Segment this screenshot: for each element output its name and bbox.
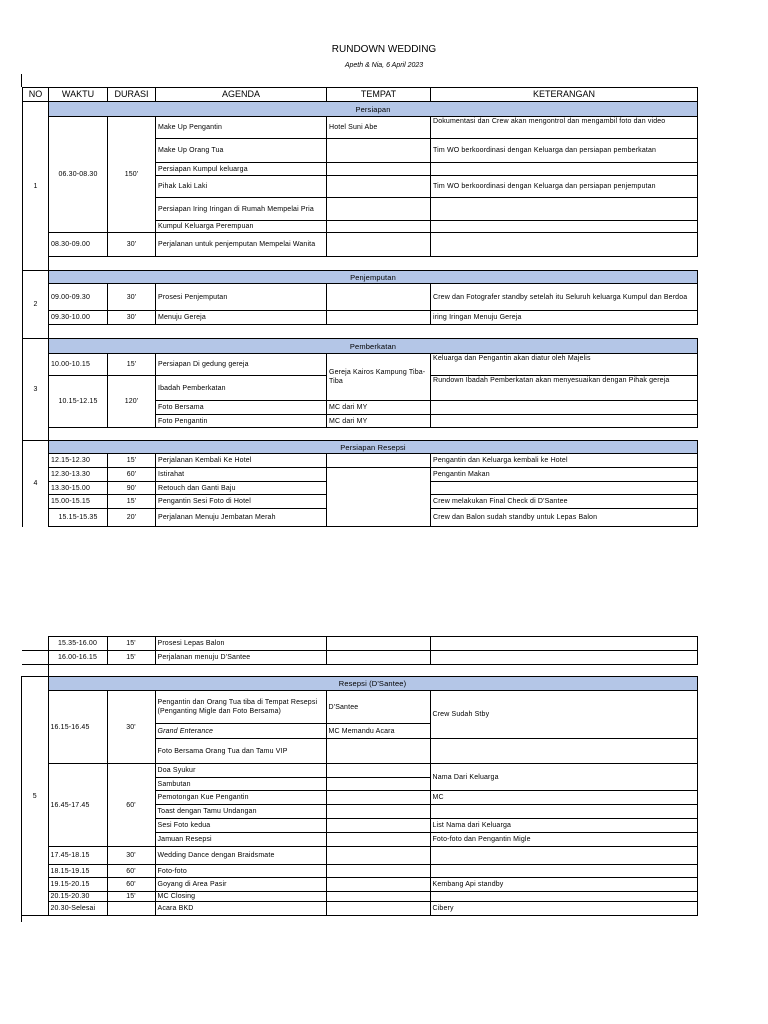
keterangan-cell [431,221,698,233]
durasi-cell: 120' [108,376,156,428]
tempat-cell [326,878,430,892]
keterangan-cell: Foto-foto dan Pengantin Migle [430,833,697,847]
section-title: Pemberkatan [49,339,698,354]
table-row [22,902,697,916]
keterangan-cell: Tim WO berkoordinasi dengan Keluarga dan persiapan penjemputan [431,176,698,198]
agenda-cell: Acara BKD [155,902,326,916]
keterangan-cell [431,163,698,176]
table-row [23,454,698,468]
agenda-cell: MC Closing [155,892,326,902]
keterangan-cell [431,198,698,221]
waktu-cell: 16.45-17.45 [48,764,107,847]
waktu-cell: 16.15-16.45 [48,691,107,764]
agenda-cell: Sesi Foto kedua [155,819,326,833]
table-row [23,117,698,139]
tempat-cell [326,791,430,805]
agenda-cell: Foto-foto [155,865,326,878]
tempat-cell: MC dari MY [327,401,431,415]
tempat-cell: MC dari MY [327,415,431,428]
tempat-cell [327,233,431,257]
durasi-cell: 20' [108,509,156,527]
table-row [22,847,697,865]
table-row [22,892,697,902]
tempat-cell [326,637,430,651]
durasi-cell: 60' [108,468,156,482]
row-number: 5 [22,677,48,916]
header-agenda: AGENDA [156,88,327,102]
header-durasi: DURASI [108,88,156,102]
agenda-cell: Ibadah Pemberkatan [156,376,327,401]
tempat-cell [326,865,430,878]
keterangan-cell: Crew dan Fotografer standby setelah itu Seluruh keluarga Kumpul dan Berdoa [431,284,698,311]
tempat-cell [326,833,430,847]
section-header-row [22,677,697,691]
tempat-cell [326,739,430,764]
tempat-cell [326,764,430,778]
keterangan-cell [430,637,697,651]
keterangan-cell [430,865,697,878]
tempat-cell [326,651,430,665]
row-number: 4 [23,441,49,527]
waktu-cell: 12.15-12.30 [49,454,108,468]
keterangan-cell [431,415,698,428]
tempat-cell [326,819,430,833]
agenda-cell: Perjalanan Kembali Ke Hotel [156,454,327,468]
keterangan-cell [431,482,698,495]
section-header-row [23,339,698,354]
table-row [22,651,697,665]
agenda-cell: Foto Bersama Orang Tua dan Tamu VIP [155,739,326,764]
keterangan-cell: Tim WO berkoordinasi dengan Keluarga dan persiapan pemberkatan [431,139,698,163]
table-header-row [23,88,698,102]
agenda-cell: Sambutan [155,778,326,791]
waktu-cell: 17.45-18.15 [48,847,107,865]
agenda-cell: Menuju Gereja [156,311,327,325]
keterangan-cell: iring Iringan Menuju Gereja [431,311,698,325]
section-title: Penjemputan [49,271,698,284]
tempat-cell [327,311,431,325]
keterangan-cell [431,401,698,415]
durasi-cell: 60' [107,878,155,892]
durasi-cell: 60' [107,865,155,878]
agenda-cell: Foto Bersama [156,401,327,415]
keterangan-cell [430,651,697,665]
durasi-cell: 30' [107,691,155,764]
agenda-cell: Pemotongan Kue Pengantin [155,791,326,805]
durasi-cell: 15' [108,354,156,376]
agenda-cell: Prosesi Penjemputan [156,284,327,311]
waktu-cell: 16.00-16.15 [48,651,107,665]
keterangan-cell: Crew dan Balon sudah standby untuk Lepas Balon [431,509,698,527]
table-row [23,354,698,376]
agenda-cell: Persiapan Iring Iringan di Rumah Mempelai Pria [156,198,327,221]
durasi-cell: 15' [107,651,155,665]
section-header-row [23,441,698,454]
waktu-cell: 20.15-20.30 [48,892,107,902]
table-row [22,865,697,878]
table-row [23,311,698,325]
agenda-cell: Make Up Pengantin [156,117,327,139]
document-title: RUNDOWN WEDDING [331,44,437,55]
keterangan-cell [430,805,697,819]
tempat-cell [326,778,430,791]
table-row [22,691,697,724]
waktu-cell: 10.15-12.15 [49,376,108,428]
table-row [22,878,697,892]
agenda-cell: Doa Syukur [155,764,326,778]
agenda-cell: Pengantin Sesi Foto di Hotel [156,495,327,509]
spacer-row [23,257,698,271]
rundown-table-page2 [22,636,698,916]
agenda-cell: Perjalanan menuju D'Santee [155,651,326,665]
table-row [22,637,697,651]
waktu-cell: 19.15-20.15 [48,878,107,892]
spacer-row [23,325,698,339]
table-row [23,284,698,311]
waktu-cell: 09.30-10.00 [49,311,108,325]
section-header-row [23,271,698,284]
table-row [23,468,698,482]
waktu-cell: 08.30-09.00 [49,233,108,257]
keterangan-cell: Kembang Api standby [430,878,697,892]
waktu-cell: 15.00-15.15 [49,495,108,509]
keterangan-cell: Keluarga dan Pengantin akan diatur oleh Majelis [431,354,698,376]
spacer-row [23,428,698,441]
keterangan-cell: Pengantin dan Keluarga kembali ke Hotel [431,454,698,468]
keterangan-cell: Dokumentasi dan Crew akan mengontrol dan mengambil foto dan video [431,117,698,139]
keterangan-cell: Pengantin Makan [431,468,698,482]
keterangan-cell: Crew Sudah Stby [430,691,697,739]
agenda-cell: Perjalanan untuk penjemputan Mempelai Wanita [156,233,327,257]
section-header-row [23,102,698,117]
tempat-cell: D'Santee [326,691,430,724]
header-keterangan: KETERANGAN [431,88,698,102]
tempat-cell [327,284,431,311]
agenda-cell: Perjalanan Menuju Jembatan Merah [156,509,327,527]
tempat-cell [327,221,431,233]
agenda-cell: Foto Pengantin [156,415,327,428]
durasi-cell: 150' [108,117,156,233]
tempat-cell [326,847,430,865]
tempat-cell: Hotel Suni Abe [327,117,431,139]
tempat-cell [327,176,431,198]
section-title: Resepsi (D'Santee) [48,677,697,691]
durasi-cell: 30' [107,847,155,865]
keterangan-cell: Crew melakukan Final Check di D'Santee [431,495,698,509]
header-no: NO [23,88,49,102]
keterangan-cell [430,739,697,764]
tempat-cell [326,805,430,819]
tempat-cell [327,198,431,221]
agenda-cell: Wedding Dance dengan Braidsmate [155,847,326,865]
waktu-cell: 10.00-10.15 [49,354,108,376]
agenda-cell: Grand Enterance [155,724,326,739]
durasi-cell: 30' [108,233,156,257]
tempat-cell [326,892,430,902]
rundown-table-page1 [22,87,698,527]
waktu-cell: 13.30-15.00 [49,482,108,495]
durasi-cell: 30' [108,284,156,311]
waktu-cell: 18.15-19.15 [48,865,107,878]
keterangan-cell [430,892,697,902]
document-subtitle: Apeth & Nia, 6 April 2023 [344,62,424,69]
keterangan-cell: Cibery [430,902,697,916]
agenda-cell: Goyang di Area Pasir [155,878,326,892]
durasi-cell: 30' [108,311,156,325]
durasi-cell: 15' [107,892,155,902]
keterangan-cell: MC [430,791,697,805]
keterangan-cell [430,847,697,865]
keterangan-cell [431,233,698,257]
tempat-cell [326,902,430,916]
agenda-cell: Pengantin dan Orang Tua tiba di Tempat Resepsi (Penganting Migle dan Foto Bersama) [155,691,326,724]
waktu-cell: 06.30-08.30 [49,117,108,233]
section-title: Persiapan Resepsi [49,441,698,454]
keterangan-cell: List Nama dari Keluarga [430,819,697,833]
table-row [23,233,698,257]
left-border-line [21,74,22,87]
agenda-cell: Pihak Laki Laki [156,176,327,198]
agenda-cell: Istirahat [156,468,327,482]
tempat-cell [327,454,431,468]
agenda-cell: Jamuan Resepsi [155,833,326,847]
keterangan-cell: Rundown Ibadah Pemberkatan akan menyesuaikan dengan Pihak gereja [431,376,698,401]
agenda-cell: Toast dengan Tamu Undangan [155,805,326,819]
spacer-row [22,665,697,677]
waktu-cell: 15.15-15.35 [49,509,108,527]
durasi-cell: 15' [108,495,156,509]
agenda-cell: Kumpul Keluarga Perempuan [156,221,327,233]
tempat-cell [327,163,431,176]
header-waktu: WAKTU [49,88,108,102]
agenda-cell: Make Up Orang Tua [156,139,327,163]
header-tempat: TEMPAT [327,88,431,102]
waktu-cell: 12.30-13.30 [49,468,108,482]
section-title: Persiapan [49,102,698,117]
waktu-cell: 15.35-16.00 [48,637,107,651]
agenda-cell: Retouch dan Ganti Baju [156,482,327,495]
row-number: 2 [23,271,49,339]
durasi-cell: 15' [108,454,156,468]
durasi-cell [107,902,155,916]
waktu-cell: 20.30-Selesai [48,902,107,916]
row-number: 3 [23,339,49,441]
table-row [22,764,697,778]
row-number: 1 [23,102,49,271]
durasi-cell: 15' [107,637,155,651]
agenda-cell: Persiapan Kumpul keluarga [156,163,327,176]
tempat-cell [327,468,431,527]
durasi-cell: 90' [108,482,156,495]
tempat-cell: Gereja Kairos Kampung Tiba-Tiba [327,354,431,401]
durasi-cell: 60' [107,764,155,847]
agenda-cell: Prosesi Lepas Balon [155,637,326,651]
waktu-cell: 09.00-09.30 [49,284,108,311]
agenda-cell: Persiapan Di gedung gereja [156,354,327,376]
keterangan-cell: Nama Dari Keluarga [430,764,697,791]
tempat-cell: MC Memandu Acara [326,724,430,739]
tempat-cell [327,139,431,163]
